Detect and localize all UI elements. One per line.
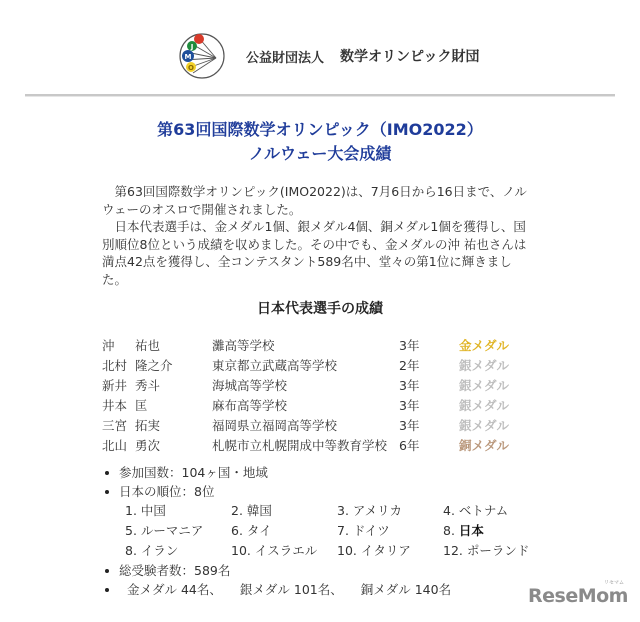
results-heading: 日本代表選手の成績	[257, 301, 383, 317]
member-school: 灘高等学校	[212, 338, 275, 353]
member-grade: 6年	[399, 438, 420, 453]
total-examinees-text: 総受験者数：589名	[119, 563, 231, 578]
rank-item	[231, 521, 337, 541]
rank-number: 4.	[443, 503, 455, 518]
member-medal: 銅メダル	[459, 438, 510, 453]
roster-row	[102, 336, 542, 356]
intro-paragraph-1: 第63回国際数学オリンピック(IMO2022)は、7月6日から16日まで、ノルウェーのオスロで開催されました。	[102, 184, 527, 217]
rank-country: イスラエル	[254, 543, 318, 558]
svg-text:M: M	[184, 53, 192, 61]
facts-list	[105, 463, 545, 599]
svg-text:J: J	[190, 43, 194, 51]
member-medal: 銀メダル	[459, 378, 510, 393]
member-last-name: 三宮	[102, 418, 128, 433]
rank-country: 中国	[140, 503, 166, 518]
rank-number: 3.	[337, 503, 349, 518]
imo-logo-icon	[178, 32, 226, 80]
participants-text: 参加国数：104ヶ国・地域	[119, 465, 268, 480]
rank-country: ルーマニア	[140, 523, 204, 538]
rank-item-japan	[443, 521, 543, 541]
intro-text	[102, 183, 532, 289]
member-grade: 3年	[399, 398, 420, 413]
rank-country: 韓国	[246, 503, 272, 518]
team-roster	[102, 336, 542, 456]
member-school: 東京都立武蔵高等学校	[212, 358, 338, 373]
fact-total-examinees	[105, 561, 545, 580]
org-prefix: 公益財団法人	[246, 50, 325, 66]
rank-country: ベトナム	[458, 503, 509, 518]
rank-number: 8.	[443, 523, 455, 538]
member-first-name: 匡	[135, 398, 148, 413]
bullet-icon	[105, 490, 109, 494]
rank-number: 10.	[231, 543, 251, 558]
bronze-total: 銅メダル 140名	[360, 582, 452, 597]
member-first-name: 祐也	[135, 338, 161, 353]
rank-number: 1.	[125, 503, 137, 518]
header-divider	[25, 94, 615, 96]
roster-row	[102, 416, 542, 436]
japan-rank-text: 日本の順位：8位	[119, 484, 215, 499]
rank-item	[125, 541, 231, 561]
bullet-icon	[105, 471, 109, 475]
member-last-name: 北村	[102, 358, 128, 373]
member-last-name: 井本	[102, 398, 128, 413]
rank-country: ポーランド	[466, 543, 530, 558]
member-first-name: 拓実	[135, 418, 161, 433]
member-school: 海城高等学校	[212, 378, 288, 393]
member-first-name: 勇次	[135, 438, 161, 453]
roster-row	[102, 356, 542, 376]
rank-item	[231, 501, 337, 521]
rank-number: 12.	[443, 543, 463, 558]
bullet-icon	[105, 588, 109, 592]
rank-item	[337, 521, 443, 541]
silver-total: 銀メダル 101名、	[239, 582, 343, 597]
rank-item	[337, 501, 443, 521]
watermark-kana: リセマム	[604, 580, 624, 586]
roster-row	[102, 436, 542, 456]
rank-country: イラン	[140, 543, 179, 558]
intro-paragraph-2: 日本代表選手は、金メダル1個、銀メダル4個、銅メダル1個を獲得し、国別順位8位という成績を収めました。その中でも、金メダルの沖 祐也さんは満点42点を獲得し、全コンテスタント589名中、堂々の第1位に輝きました。	[102, 219, 527, 287]
rank-country: イタリア	[360, 543, 411, 558]
title-line-2: ノルウェー大会成績	[248, 144, 392, 163]
fact-participants	[105, 463, 545, 482]
rank-item	[125, 521, 231, 541]
rank-item	[125, 501, 231, 521]
member-school: 福岡県立福岡高等学校	[212, 418, 338, 433]
rank-item	[443, 541, 543, 561]
rank-number: 6.	[231, 523, 243, 538]
member-grade: 3年	[399, 418, 420, 433]
rank-country: タイ	[246, 523, 272, 538]
org-header	[178, 32, 479, 80]
roster-row	[102, 376, 542, 396]
watermark-text: ReseMom	[528, 585, 628, 607]
rank-country: アメリカ	[352, 503, 403, 518]
rank-item	[443, 501, 543, 521]
gold-total: 金メダル 44名、	[127, 582, 222, 597]
fact-medal-totals	[105, 580, 545, 599]
member-first-name: 秀斗	[135, 378, 161, 393]
rank-number: 10.	[337, 543, 357, 558]
member-school: 麻布高等学校	[212, 398, 288, 413]
title-line-1: 第63回国際数学オリンピック（IMO2022）	[157, 120, 483, 139]
member-grade: 2年	[399, 358, 420, 373]
rank-country: 日本	[458, 523, 484, 538]
page-title	[0, 118, 640, 166]
fact-japan-rank	[105, 482, 545, 501]
rank-number: 2.	[231, 503, 243, 518]
country-ranking	[125, 501, 545, 561]
member-last-name: 北山	[102, 438, 128, 453]
member-grade: 3年	[399, 378, 420, 393]
org-name: 数学オリンピック財団	[340, 49, 480, 65]
member-last-name: 沖	[102, 338, 115, 353]
member-last-name: 新井	[102, 378, 128, 393]
roster-row	[102, 396, 542, 416]
resemom-watermark	[528, 580, 628, 607]
member-medal: 金メダル	[459, 338, 510, 353]
rank-number: 7.	[337, 523, 349, 538]
rank-item	[231, 541, 337, 561]
rank-country: ドイツ	[352, 523, 390, 538]
rank-number: 5.	[125, 523, 137, 538]
member-medal: 銀メダル	[459, 418, 510, 433]
member-medal: 銀メダル	[459, 398, 510, 413]
member-first-name: 隆之介	[135, 358, 173, 373]
svg-text:O: O	[188, 64, 194, 72]
rank-item	[337, 541, 443, 561]
member-medal: 銀メダル	[459, 358, 510, 373]
member-school: 札幌市立札幌開成中等教育学校	[212, 438, 388, 453]
member-grade: 3年	[399, 338, 420, 353]
rank-number: 8.	[125, 543, 137, 558]
bullet-icon	[105, 569, 109, 573]
